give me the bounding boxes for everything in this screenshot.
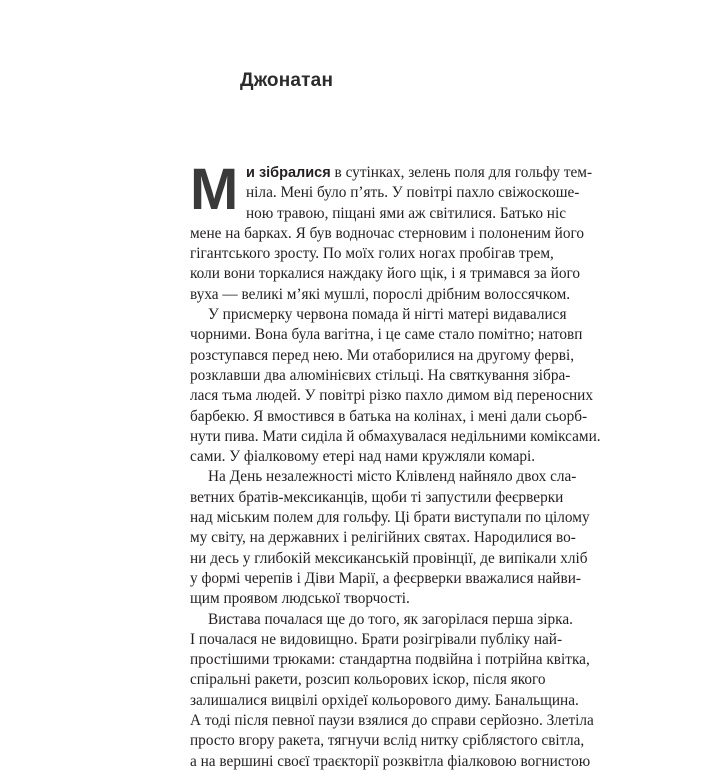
text-line: простішими трюками: стандартна подвійна і потрійна квітка, — [190, 651, 590, 669]
text-line: гігантського зросту. По моїх голих ногах пробігав трем, — [190, 245, 554, 263]
text-line: лася тьма людей. У повітрі різко пахло димом від переносних — [190, 387, 593, 405]
text-line: у формі черепів і Діви Марії, а феєрверки вважалися найви- — [190, 569, 581, 587]
text-line: барбекю. Я вмостився в батька на колінах, і мені дали сьорб- — [190, 407, 588, 425]
text-line: У присмерку червона помада й нігті матері видавалися — [208, 306, 567, 324]
lead-words: и зібралися — [246, 165, 331, 181]
text-line: розклавши два алюмінієвих стільці. На святкування зібра- — [190, 366, 571, 384]
chapter-title: Джонатан — [240, 70, 334, 91]
text-line: розступався перед нею. Ми отаборилися на другому ферві, — [190, 346, 575, 364]
drop-cap: М — [190, 157, 239, 222]
text-line: му світу, на державних і релігійних святах. Народилися во- — [190, 529, 576, 547]
text-line: щим проявом людської творчості. — [190, 590, 410, 608]
text-line: вуха — великі м’які мушлі, порослі дрібним волоссячком. — [190, 285, 571, 303]
text-line: а на вершині своєї траєкторії розквітла фіалковою вогнистою — [190, 752, 591, 770]
text-line: сами. У фіалковому етері над нами кружляли комарі. — [190, 448, 536, 466]
body-text — [190, 157, 601, 772]
text-line — [190, 163, 593, 183]
text-line: мене на барках. Я був водночас стерновим і полоненим його — [190, 224, 585, 242]
text-line: чорними. Вона була вагітна, і це саме стало помітно; натовп — [190, 326, 583, 344]
text-line: залишалися вицвілі орхідеї кольорового диму. Банальщина. — [190, 691, 579, 709]
text-line: На День незалежності місто Клівленд найняло двох сла- — [208, 468, 577, 486]
text-line: ветних братів-мексиканців, щоби ті запустили феєрверки — [190, 488, 564, 506]
text-line: А тоді після певної паузи взялися до справи серйозно. Злетіла — [190, 712, 594, 730]
first-line-rest: в сутінках, зелень поля для гольфу тем- — [334, 164, 593, 181]
text-line: спіральні ракети, розсип кольорових іскор, після якого — [190, 671, 546, 689]
text-line: ніла. Мені було п’ять. У повітрі пахло свіжоскоше- — [246, 184, 580, 202]
text-line: Вистава почалася ще до того, як загорілася перша зірка. — [208, 610, 573, 628]
text-line: ни десь у глибокій мексиканській провінції, де випікали хліб — [190, 549, 588, 567]
text-line: просто вгору ракета, тягнучи вслід нитку сріблястого світла, — [190, 732, 585, 750]
text-line: над міським полем для гольфу. Ці брати виступали по цілому — [190, 509, 590, 527]
text-line: ною травою, піщані ями аж світилися. Батько ніс — [246, 204, 567, 222]
text-line: коли вони торкалися наждаку його щік, і я тримався за його — [190, 265, 581, 283]
text-line: І почалася не видовищно. Брати розігрівали публіку най- — [190, 630, 563, 648]
text-line: нути пива. Мати сиділа й обмахувалася недільними коміксами. — [190, 427, 601, 445]
